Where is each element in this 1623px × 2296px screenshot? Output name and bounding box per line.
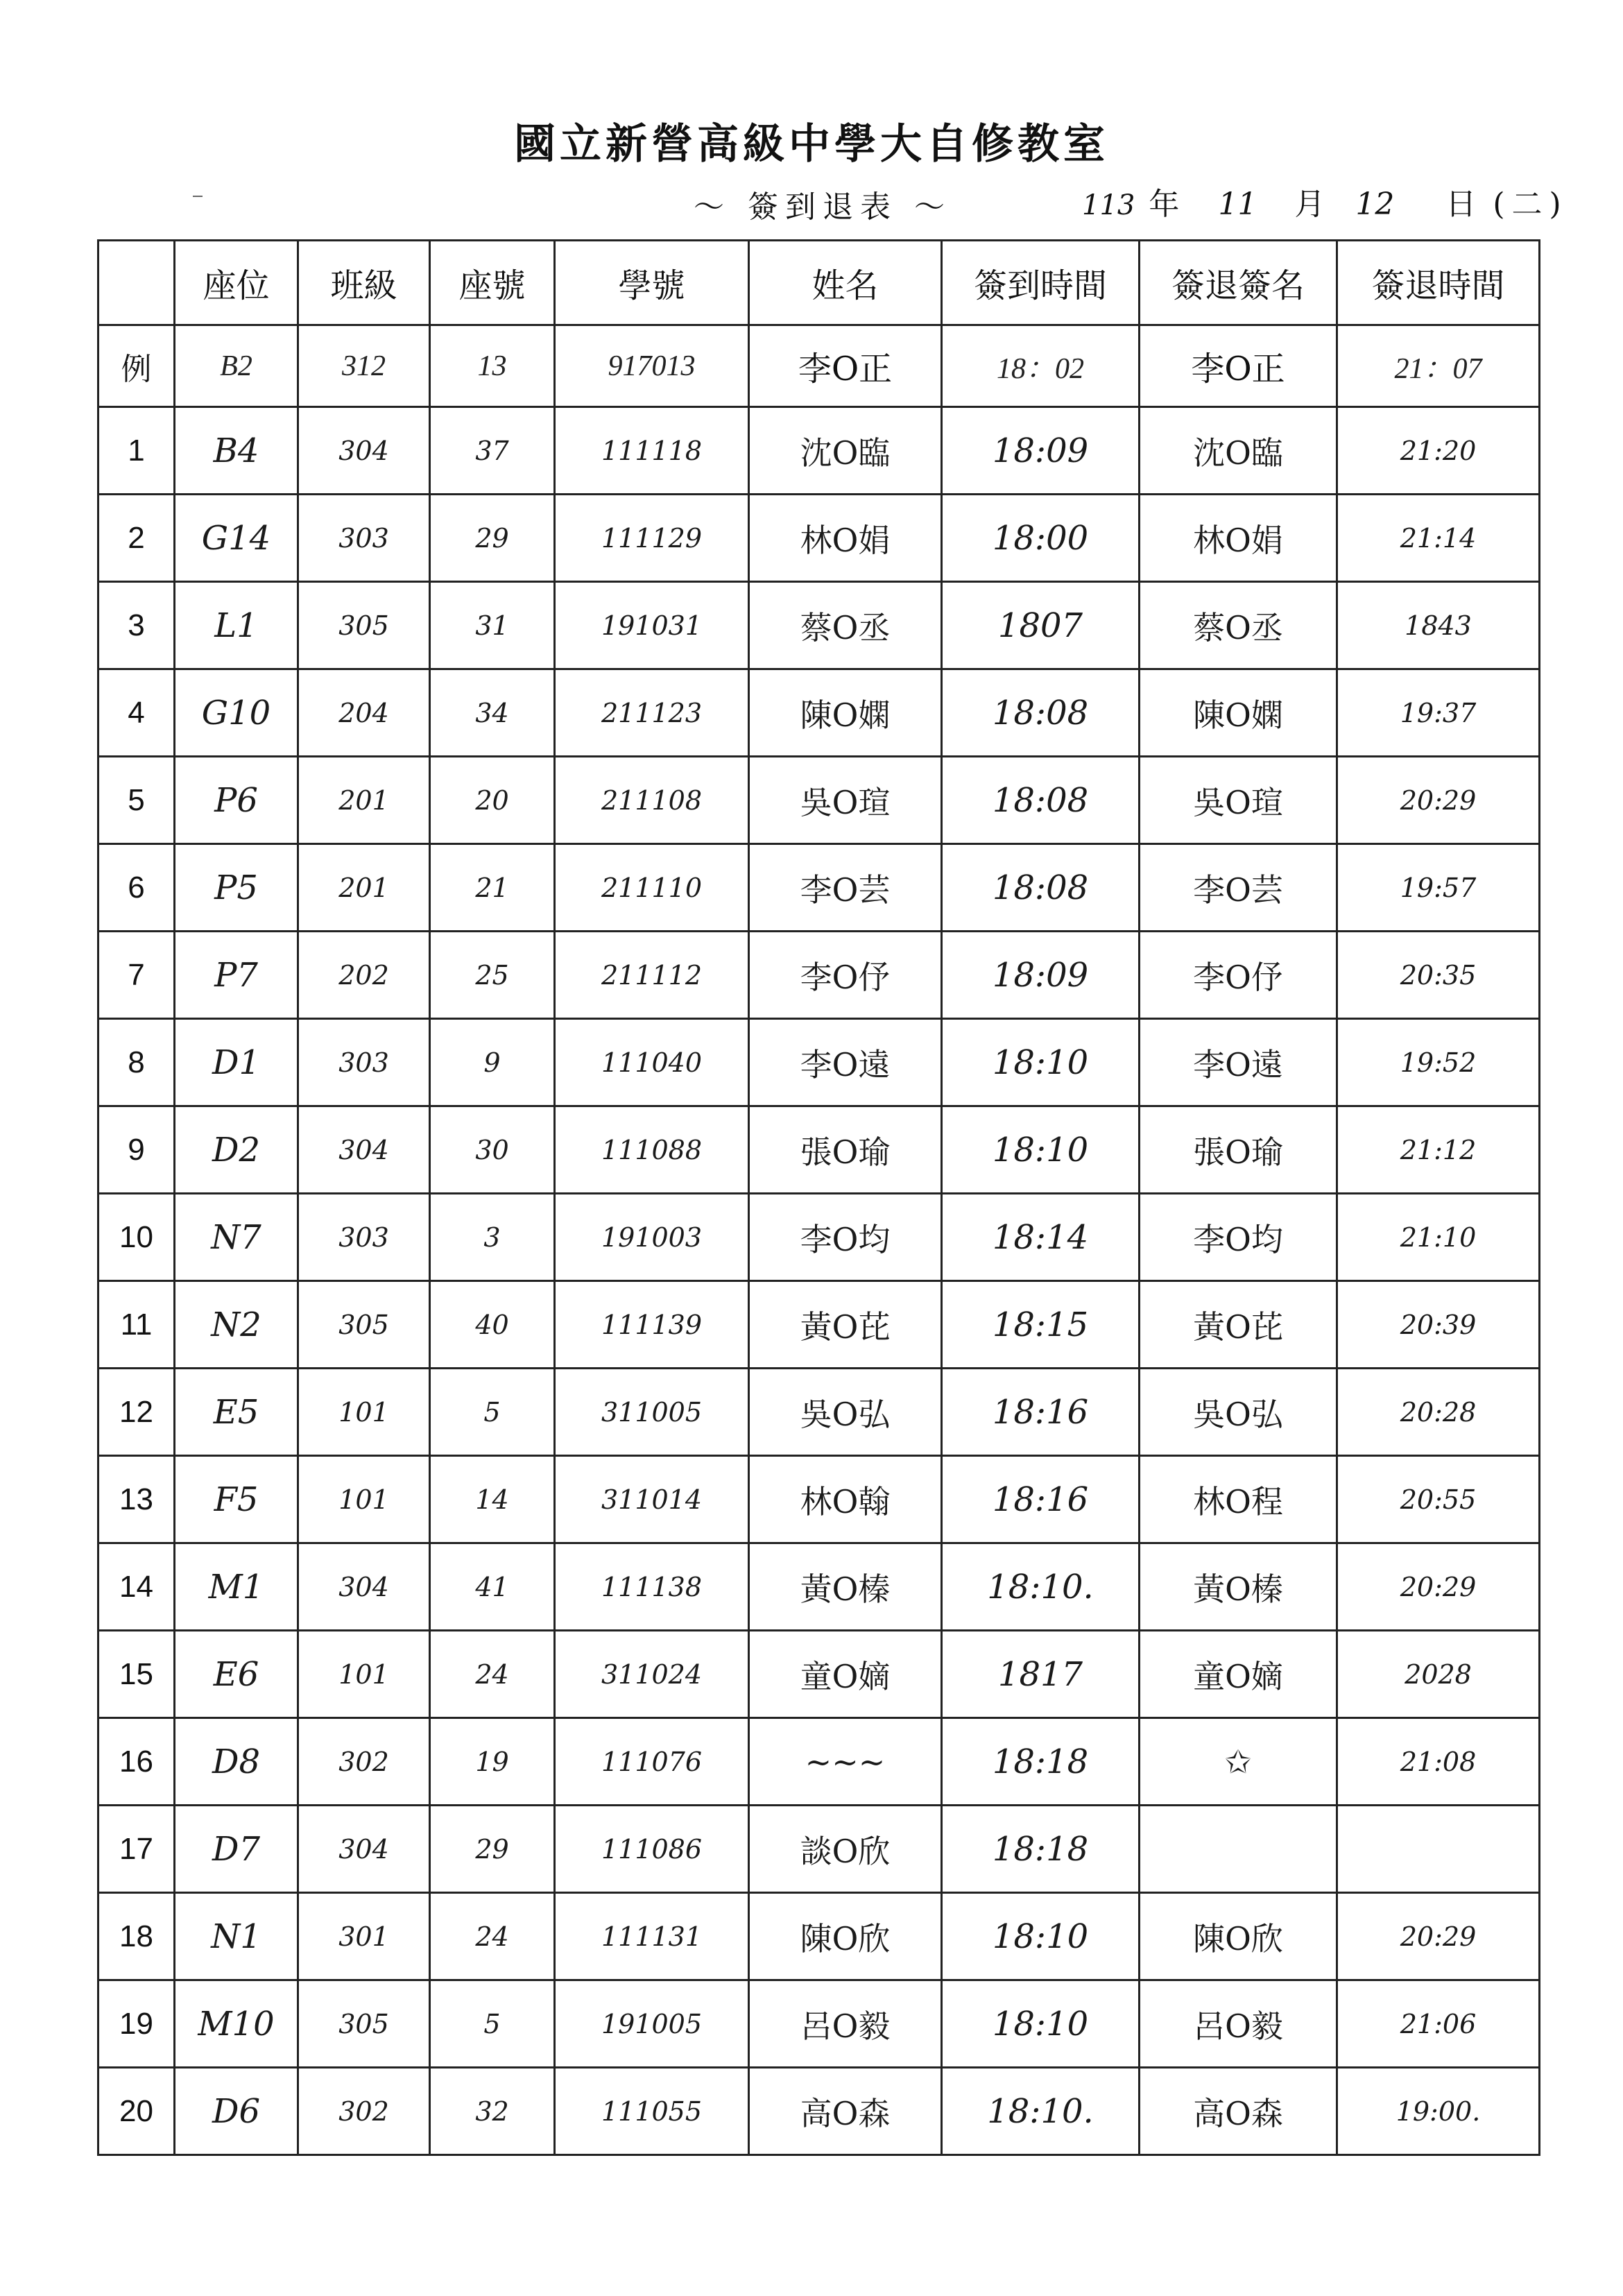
checkin-time-cell: 18:10 <box>942 1106 1140 1194</box>
checkin-time-cell: 18:18 <box>942 1806 1140 1893</box>
stray-mark <box>193 196 203 197</box>
seat-cell: D7 <box>175 1806 298 1893</box>
table-row <box>98 1194 1540 1281</box>
row-index: 10 <box>98 1194 175 1281</box>
class-cell: 305 <box>298 1980 430 2068</box>
row-index: 4 <box>98 669 175 757</box>
checkin-time-cell: 18:08 <box>942 669 1140 757</box>
seat-number-cell: 24 <box>430 1631 555 1718</box>
date-line <box>1082 179 1568 223</box>
checkin-time-cell: 1817 <box>942 1631 1140 1718</box>
table-row <box>98 669 1540 757</box>
seat-number-cell: 29 <box>430 1806 555 1893</box>
seat-cell: B4 <box>175 407 298 495</box>
seat-cell: P6 <box>175 757 298 844</box>
example-row <box>98 325 1540 407</box>
checkout-time-cell: 1843 <box>1337 582 1540 669</box>
name-cell: 黃O芘 <box>749 1281 942 1369</box>
row-index: 14 <box>98 1543 175 1631</box>
class-cell: 202 <box>298 932 430 1019</box>
name-cell: 吳O瑄 <box>749 757 942 844</box>
seat-cell: F5 <box>175 1456 298 1543</box>
example-checkout: 21：07 <box>1337 325 1540 407</box>
table-row <box>98 495 1540 582</box>
class-cell: 201 <box>298 844 430 932</box>
seat-number-cell: 3 <box>430 1194 555 1281</box>
name-cell: 林O翰 <box>749 1456 942 1543</box>
checkout-time-cell: 21:06 <box>1337 1980 1540 2068</box>
checkin-time-cell: 18:14 <box>942 1194 1140 1281</box>
seat-number-cell: 40 <box>430 1281 555 1369</box>
column-header-checkout-time: 簽退時間 <box>1337 241 1540 325</box>
row-index: 20 <box>98 2068 175 2155</box>
row-index: 13 <box>98 1456 175 1543</box>
student-id-cell: 111129 <box>555 495 749 582</box>
class-cell: 302 <box>298 2068 430 2155</box>
signout-name-cell: 高O森 <box>1140 2068 1337 2155</box>
student-id-cell: 111138 <box>555 1543 749 1631</box>
class-cell: 305 <box>298 582 430 669</box>
example-number: 13 <box>430 325 555 407</box>
signout-name-cell: 李O遠 <box>1140 1019 1337 1106</box>
example-name: 李O正 <box>749 325 942 407</box>
column-header-name: 姓名 <box>749 241 942 325</box>
checkout-time-cell: 21:20 <box>1337 407 1540 495</box>
name-cell: 李O伃 <box>749 932 942 1019</box>
row-index: 12 <box>98 1369 175 1456</box>
signout-name-cell: 陳O嫻 <box>1140 669 1337 757</box>
checkout-time-cell: 19:52 <box>1337 1019 1540 1106</box>
checkin-time-cell: 18:08 <box>942 757 1140 844</box>
class-cell: 101 <box>298 1631 430 1718</box>
checkout-time-cell <box>1337 1806 1540 1893</box>
seat-number-cell: 32 <box>430 2068 555 2155</box>
signout-name-cell: 蔡O丞 <box>1140 582 1337 669</box>
name-cell: 高O森 <box>749 2068 942 2155</box>
checkin-time-cell: 18:10. <box>942 2068 1140 2155</box>
table-row <box>98 757 1540 844</box>
row-index: 18 <box>98 1893 175 1980</box>
name-cell: 黃O榛 <box>749 1543 942 1631</box>
seat-number-cell: 19 <box>430 1718 555 1806</box>
row-index: 7 <box>98 932 175 1019</box>
example-checkin: 18：02 <box>942 325 1140 407</box>
date-day-unit: 日 <box>1445 187 1477 222</box>
class-cell: 304 <box>298 1806 430 1893</box>
class-cell: 303 <box>298 1019 430 1106</box>
class-cell: 303 <box>298 1194 430 1281</box>
seat-number-cell: 9 <box>430 1019 555 1106</box>
checkin-time-cell: 18:18 <box>942 1718 1140 1806</box>
student-id-cell: 111139 <box>555 1281 749 1369</box>
date-month-unit: 月 <box>1294 187 1325 222</box>
row-index: 9 <box>98 1106 175 1194</box>
row-index: 17 <box>98 1806 175 1893</box>
class-cell: 204 <box>298 669 430 757</box>
signout-name-cell: 林O娟 <box>1140 495 1337 582</box>
table-row <box>98 1543 1540 1631</box>
checkout-time-cell: 20:55 <box>1337 1456 1540 1543</box>
seat-number-cell: 14 <box>430 1456 555 1543</box>
class-cell: 304 <box>298 1106 430 1194</box>
seat-number-cell: 21 <box>430 844 555 932</box>
student-id-cell: 311005 <box>555 1369 749 1456</box>
column-header-seat: 座位 <box>175 241 298 325</box>
name-cell: 沈O臨 <box>749 407 942 495</box>
row-index: 11 <box>98 1281 175 1369</box>
example-index: 例 <box>98 325 175 407</box>
table-row <box>98 932 1540 1019</box>
student-id-cell: 211112 <box>555 932 749 1019</box>
signout-name-cell: 陳O欣 <box>1140 1893 1337 1980</box>
table-row <box>98 582 1540 669</box>
signout-name-cell: 呂O毅 <box>1140 1980 1337 2068</box>
example-class: 312 <box>298 325 430 407</box>
checkout-time-cell: 20:29 <box>1337 1543 1540 1631</box>
name-cell: 陳O欣 <box>749 1893 942 1980</box>
class-cell: 305 <box>298 1281 430 1369</box>
checkin-time-cell: 18:10 <box>942 1893 1140 1980</box>
seat-number-cell: 29 <box>430 495 555 582</box>
seat-cell: M10 <box>175 1980 298 2068</box>
class-cell: 101 <box>298 1456 430 1543</box>
signout-name-cell: 黃O芘 <box>1140 1281 1337 1369</box>
student-id-cell: 191031 <box>555 582 749 669</box>
date-month: 11 <box>1218 187 1257 222</box>
seat-number-cell: 31 <box>430 582 555 669</box>
column-header-index <box>98 241 175 325</box>
signout-name-cell: 張O瑜 <box>1140 1106 1337 1194</box>
student-id-cell: 111131 <box>555 1893 749 1980</box>
seat-number-cell: 37 <box>430 407 555 495</box>
checkout-time-cell: 21:14 <box>1337 495 1540 582</box>
checkout-time-cell: 20:29 <box>1337 1893 1540 1980</box>
name-cell: 張O瑜 <box>749 1106 942 1194</box>
signout-name-cell: 童O嫡 <box>1140 1631 1337 1718</box>
table-row <box>98 1456 1540 1543</box>
signin-table <box>97 239 1540 2156</box>
seat-number-cell: 24 <box>430 1893 555 1980</box>
seat-cell: P5 <box>175 844 298 932</box>
table-header-row <box>98 241 1540 325</box>
seat-number-cell: 5 <box>430 1980 555 2068</box>
checkout-time-cell: 21:10 <box>1337 1194 1540 1281</box>
checkout-time-cell: 21:08 <box>1337 1718 1540 1806</box>
checkout-time-cell: 20:29 <box>1337 757 1540 844</box>
column-header-signout-name: 簽退簽名 <box>1140 241 1337 325</box>
signout-name-cell: 吳O瑄 <box>1140 757 1337 844</box>
seat-cell: D1 <box>175 1019 298 1106</box>
signout-name-cell: 黃O榛 <box>1140 1543 1337 1631</box>
name-cell: 談O欣 <box>749 1806 942 1893</box>
name-cell: ~~~ <box>749 1718 942 1806</box>
sheet-title: 國立新營高級中學大自修教室 <box>514 120 1109 169</box>
row-index: 6 <box>98 844 175 932</box>
signout-name-cell: 沈O臨 <box>1140 407 1337 495</box>
seat-cell: L1 <box>175 582 298 669</box>
checkout-time-cell: 20:39 <box>1337 1281 1540 1369</box>
name-cell: 童O嫡 <box>749 1631 942 1718</box>
student-id-cell: 211108 <box>555 757 749 844</box>
table-row <box>98 1019 1540 1106</box>
date-year: 113 <box>1082 189 1135 221</box>
name-cell: 李O芸 <box>749 844 942 932</box>
class-cell: 303 <box>298 495 430 582</box>
checkout-time-cell: 20:35 <box>1337 932 1540 1019</box>
name-cell: 林O娟 <box>749 495 942 582</box>
sheet-subtitle: ～ 簽到退表 ～ <box>694 189 952 225</box>
signout-name-cell: 吳O弘 <box>1140 1369 1337 1456</box>
name-cell: 李O遠 <box>749 1019 942 1106</box>
column-header-number: 座號 <box>430 241 555 325</box>
name-cell: 呂O毅 <box>749 1980 942 2068</box>
table-row <box>98 1980 1540 2068</box>
row-index: 3 <box>98 582 175 669</box>
table-row <box>98 1718 1540 1806</box>
example-student-id: 917013 <box>555 325 749 407</box>
example-signout-name: 李O正 <box>1140 325 1337 407</box>
student-id-cell: 111040 <box>555 1019 749 1106</box>
table-row <box>98 1631 1540 1718</box>
table-row <box>98 1281 1540 1369</box>
column-header-checkin-time: 簽到時間 <box>942 241 1140 325</box>
example-seat: B2 <box>175 325 298 407</box>
checkin-time-cell: 18:00 <box>942 495 1140 582</box>
student-id-cell: 111086 <box>555 1806 749 1893</box>
class-cell: 301 <box>298 1893 430 1980</box>
seat-cell: D2 <box>175 1106 298 1194</box>
table-row <box>98 1806 1540 1893</box>
seat-cell: D6 <box>175 2068 298 2155</box>
student-id-cell: 111076 <box>555 1718 749 1806</box>
checkin-time-cell: 18:10 <box>942 1019 1140 1106</box>
row-index: 1 <box>98 407 175 495</box>
checkin-time-cell: 18:16 <box>942 1456 1140 1543</box>
signout-name-cell: ✩ <box>1140 1718 1337 1806</box>
checkin-time-cell: 18:10. <box>942 1543 1140 1631</box>
seat-number-cell: 25 <box>430 932 555 1019</box>
class-cell: 201 <box>298 757 430 844</box>
checkin-time-cell: 18:09 <box>942 407 1140 495</box>
checkin-time-cell: 18:08 <box>942 844 1140 932</box>
seat-number-cell: 41 <box>430 1543 555 1631</box>
checkout-time-cell: 2028 <box>1337 1631 1540 1718</box>
class-cell: 302 <box>298 1718 430 1806</box>
checkin-time-cell: 18:09 <box>942 932 1140 1019</box>
student-id-cell: 191003 <box>555 1194 749 1281</box>
row-index: 5 <box>98 757 175 844</box>
seat-cell: D8 <box>175 1718 298 1806</box>
checkin-time-cell: 18:10 <box>942 1980 1140 2068</box>
signout-name-cell: 李O伃 <box>1140 932 1337 1019</box>
signout-name-cell: 李O均 <box>1140 1194 1337 1281</box>
row-index: 2 <box>98 495 175 582</box>
seat-cell: N7 <box>175 1194 298 1281</box>
class-cell: 101 <box>298 1369 430 1456</box>
row-index: 15 <box>98 1631 175 1718</box>
column-header-student-id: 學號 <box>555 241 749 325</box>
seat-cell: E5 <box>175 1369 298 1456</box>
column-header-class: 班級 <box>298 241 430 325</box>
signout-name-cell: 李O芸 <box>1140 844 1337 932</box>
seat-cell: N2 <box>175 1281 298 1369</box>
seat-cell: E6 <box>175 1631 298 1718</box>
checkout-time-cell: 20:28 <box>1337 1369 1540 1456</box>
student-id-cell: 311014 <box>555 1456 749 1543</box>
checkout-time-cell: 19:00. <box>1337 2068 1540 2155</box>
seat-number-cell: 5 <box>430 1369 555 1456</box>
table-row <box>98 1893 1540 1980</box>
table-row <box>98 407 1540 495</box>
seat-cell: N1 <box>175 1893 298 1980</box>
checkout-time-cell: 19:57 <box>1337 844 1540 932</box>
seat-cell: G10 <box>175 669 298 757</box>
table-row <box>98 1106 1540 1194</box>
student-id-cell: 111088 <box>555 1106 749 1194</box>
student-id-cell: 311024 <box>555 1631 749 1718</box>
student-id-cell: 111118 <box>555 407 749 495</box>
student-id-cell: 111055 <box>555 2068 749 2155</box>
row-index: 8 <box>98 1019 175 1106</box>
seat-cell: M1 <box>175 1543 298 1631</box>
date-day: 12 <box>1355 187 1395 222</box>
checkin-time-cell: 18:15 <box>942 1281 1140 1369</box>
table-row <box>98 2068 1540 2155</box>
date-year-unit: 年 <box>1149 187 1180 222</box>
seat-number-cell: 20 <box>430 757 555 844</box>
row-index: 19 <box>98 1980 175 2068</box>
name-cell: 蔡O丞 <box>749 582 942 669</box>
date-weekday: (二) <box>1493 187 1568 222</box>
name-cell: 陳O嫻 <box>749 669 942 757</box>
row-index: 16 <box>98 1718 175 1806</box>
class-cell: 304 <box>298 407 430 495</box>
seat-number-cell: 30 <box>430 1106 555 1194</box>
table-row <box>98 1369 1540 1456</box>
checkin-time-cell: 18:16 <box>942 1369 1140 1456</box>
table-row <box>98 844 1540 932</box>
name-cell: 吳O弘 <box>749 1369 942 1456</box>
signout-name-cell <box>1140 1806 1337 1893</box>
name-cell: 李O均 <box>749 1194 942 1281</box>
checkin-time-cell: 1807 <box>942 582 1140 669</box>
class-cell: 304 <box>298 1543 430 1631</box>
seat-cell: G14 <box>175 495 298 582</box>
student-id-cell: 191005 <box>555 1980 749 2068</box>
checkout-time-cell: 19:37 <box>1337 669 1540 757</box>
student-id-cell: 211110 <box>555 844 749 932</box>
signout-name-cell: 林O程 <box>1140 1456 1337 1543</box>
seat-cell: P7 <box>175 932 298 1019</box>
checkout-time-cell: 21:12 <box>1337 1106 1540 1194</box>
student-id-cell: 211123 <box>555 669 749 757</box>
seat-number-cell: 34 <box>430 669 555 757</box>
